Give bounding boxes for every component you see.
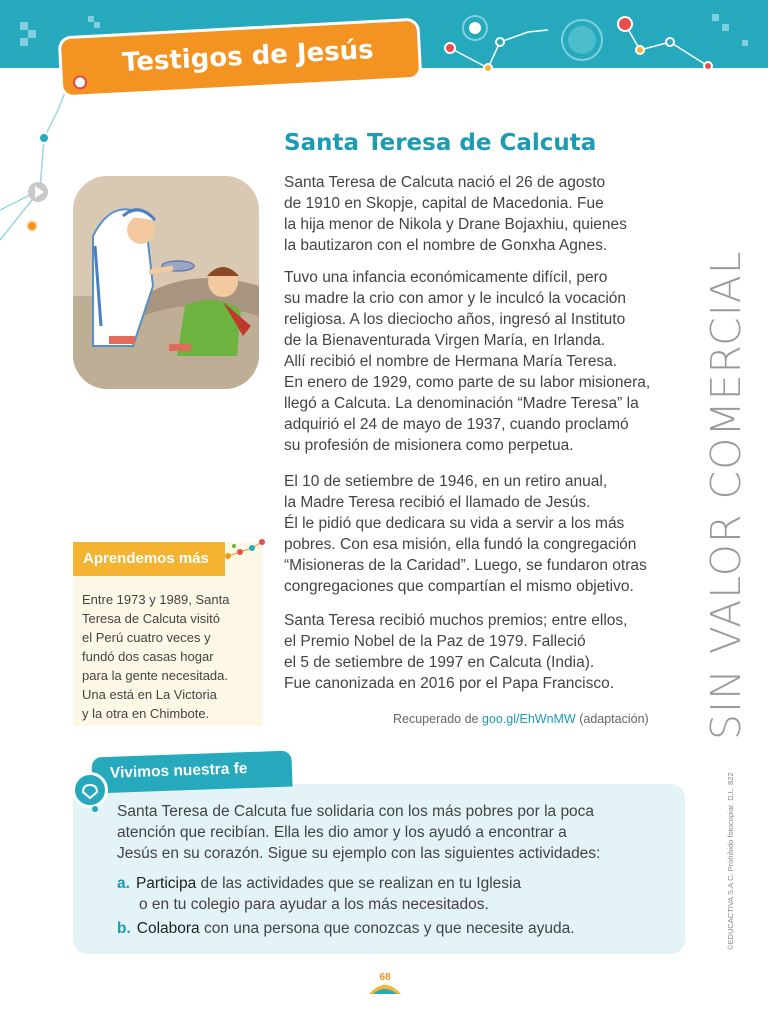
paragraph-line: pobres. Con esa misión, ella fundó la congregación — [284, 536, 637, 553]
aprendemos-line: Una está en La Victoria — [82, 687, 217, 702]
vivimos-heading-tab — [91, 751, 292, 794]
paragraph-line: la bautizaron con el nombre de Gonxha Agnes. — [284, 237, 608, 254]
item-continuation: o en tu colegio para ayudar a los más necesitados. — [139, 896, 489, 913]
paragraph-line: “Misioneras de la Caridad”. Luego, se fundaron otras — [284, 557, 647, 574]
paragraph-line: de la Bienaventurada Virgen María, en Irlanda. — [284, 332, 606, 349]
item-rest: con una persona que conozcas y que necesite ayuda. — [199, 920, 575, 937]
paragraph-2 — [284, 267, 688, 456]
paragraph-line: la hija menor de Nikola y Drane Bojaxhiu, quienes — [284, 216, 627, 233]
paragraph-1 — [284, 172, 688, 256]
paragraph-line: llegó a Calcuta. La denominación “Madre Teresa” la — [284, 395, 639, 412]
paragraph-line: su madre la crio con amor y le inculcó la vocación — [284, 290, 627, 307]
paragraph-line: de 1910 en Skopje, capital de Macedonia. Fue — [284, 195, 604, 212]
paragraph-line: En enero de 1929, como parte de su labor misionera, — [284, 374, 651, 391]
copyright-text: ©EDUCACTIVA S.A.C. Prohibido fotocopiar. D.L. 822 — [726, 772, 735, 950]
source-link[interactable]: goo.gl/EhWnMW — [481, 712, 576, 726]
paragraph-line: Él le pidió que dedicara su vida a servir a los más — [284, 515, 625, 532]
bullet-icon — [92, 806, 98, 812]
paragraph-line: religiosa. A los dieciocho años, ingresó al Instituto — [284, 311, 626, 328]
paragraph-line: Tuvo una infancia económicamente difícil, pero — [284, 269, 608, 286]
aprendemos-heading-tab — [73, 542, 225, 576]
vivimos-line: Jesús en su corazón. Sigue su ejemplo con las siguientes actividades: — [117, 845, 601, 862]
activity-item-a — [117, 873, 521, 915]
paragraph-line: el Premio Nobel de la Paz de 1979. Falleció — [284, 633, 586, 650]
aprendemos-heading: Aprendemos más — [83, 550, 209, 567]
article-title: Santa Teresa de Calcuta — [284, 130, 597, 156]
item-verb: Participa — [135, 875, 197, 892]
source-prefix: Recuperado de — [393, 712, 482, 726]
paragraph-line: Santa Teresa de Calcuta nació el 26 de agosto — [284, 174, 606, 191]
section-title: Testigos de Jesús — [121, 35, 375, 79]
page-number-badge — [367, 972, 403, 996]
paragraph-4 — [284, 610, 688, 694]
paragraph-line: la Madre Teresa recibió el llamado de Jesús. — [284, 494, 591, 511]
aprendemos-dots-icon — [222, 538, 268, 564]
item-letter: a. — [117, 875, 130, 892]
illustration-drawing — [73, 176, 259, 389]
paragraph-3 — [284, 471, 688, 597]
activity-item-b — [117, 918, 575, 939]
item-verb: Colabora — [136, 920, 200, 937]
vivimos-intro — [117, 801, 600, 864]
page-number: 68 — [379, 972, 391, 983]
vivimos-line: Santa Teresa de Calcuta fue solidaria con los más pobres por la poca — [117, 803, 595, 820]
paragraph-line: congregaciones que compartían el mismo objetivo. — [284, 578, 634, 595]
vivimos-heading: Vivimos nuestra fe — [109, 760, 248, 782]
paragraph-line: Santa Teresa recibió muchos premios; entre ellos, — [284, 612, 628, 629]
watermark-text: SIN VALOR COMERCIAL — [702, 250, 750, 740]
title-dot-icon — [73, 75, 88, 90]
aprendemos-line: fundó dos casas hogar — [82, 649, 214, 664]
aprendemos-line: Entre 1973 y 1989, Santa — [82, 592, 230, 607]
source-citation — [393, 712, 649, 726]
paragraph-line: Allí recibió el nombre de Hermana María Teresa. — [284, 353, 618, 370]
paragraph-line: el 5 de setiembre de 1997 en Calcuta (India). — [284, 654, 595, 671]
item-letter: b. — [117, 920, 131, 937]
paragraph-line: adquirió el 24 de mayo de 1937, cuando proclamó — [284, 416, 629, 433]
source-suffix: (adaptación) — [575, 712, 649, 726]
paragraph-line: El 10 de setiembre de 1946, en un retiro anual, — [284, 473, 608, 490]
vivimos-line: atención que recibían. Ella les dio amor y los ayudó a encontrar a — [117, 824, 567, 841]
paragraph-line: Fue canonizada en 2016 por el Papa Francisco. — [284, 675, 615, 692]
aprendemos-text — [82, 590, 229, 723]
paragraph-line: su profesión de misionera como perpetua. — [284, 437, 574, 454]
aprendemos-line: Teresa de Calcuta visitó — [82, 611, 221, 626]
aprendemos-line: el Perú cuatro veces y — [82, 630, 211, 645]
hands-heart-icon — [72, 772, 108, 808]
aprendemos-line: para la gente necesitada. — [82, 668, 228, 683]
mother-teresa-illustration — [73, 176, 259, 389]
aprendemos-line: y la otra en Chimbote. — [82, 706, 210, 721]
item-rest: de las actividades que se realizan en tu Iglesia — [196, 875, 522, 892]
